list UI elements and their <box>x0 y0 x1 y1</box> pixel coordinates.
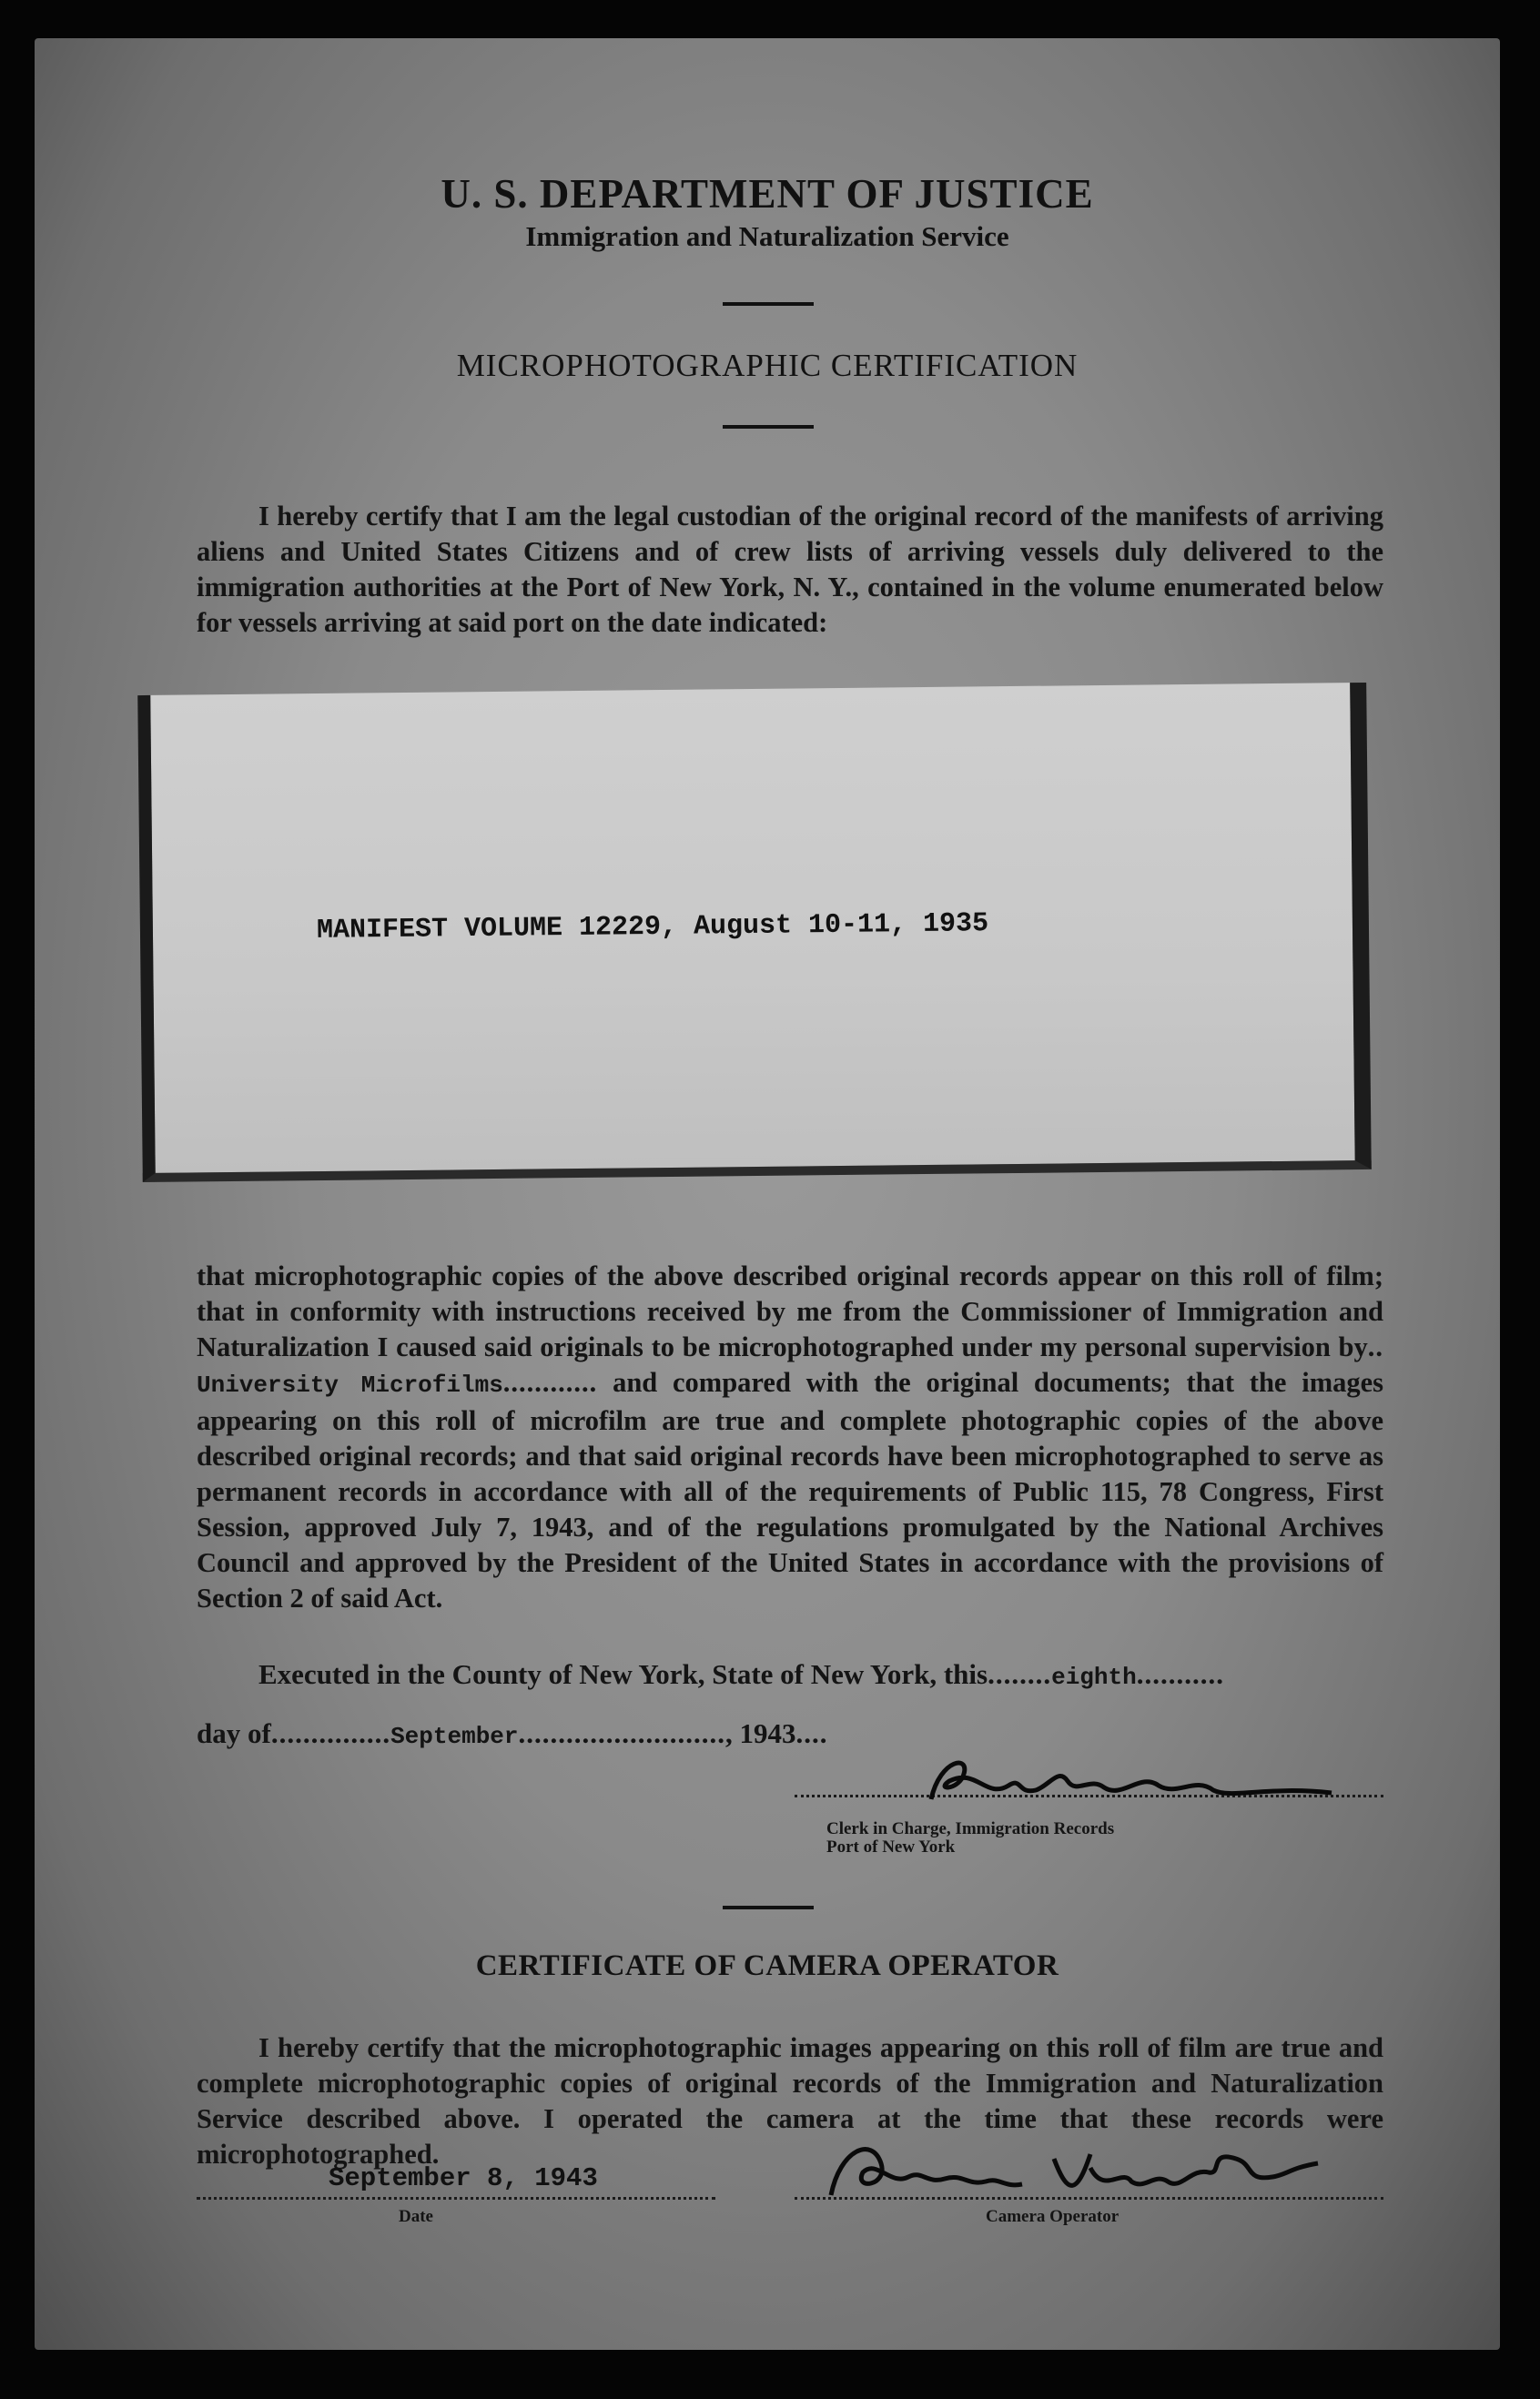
certification-date: September 8, 1943 <box>329 2163 598 2193</box>
execution-month: September <box>390 1723 519 1750</box>
paragraph-text: and compared with the original documents; that the images appearing on this roll of microfilm are true and complete photographic copies of the above described original records; and that said original records have been microphotographed to serve as permanent records in accordance with all of the requirements of Public 115, 78 Congress, First Session, approved July 7, 1943, and of the regulations promulgated by the National Archives Council and approved by the President of the United States in accordance with the provisions of Section 2 of said Act. <box>197 1366 1384 1614</box>
clerk-signature <box>922 1749 1341 1813</box>
execution-day: eighth <box>1051 1664 1137 1691</box>
paragraph-text: that microphotographic copies of the above described original records appear on this roll of film; that in conformity with instructions received by me from the Commissioner of Immigration and Naturalization I caused said originals to be microphotographed under my personal supervision by <box>197 1260 1383 1362</box>
custodian-paragraph: I hereby certify that I am the legal custodian of the original record of the manifests of arriving aliens and United States Citizens and of crew lists of arriving vessels duly delivered to the immigration authorities at the Port of New York, N. Y., contained in the volume enumerated below for vessels arriving at said port on the date indicated: <box>197 500 1383 638</box>
certification-title: MICROPHOTOGRAPHIC CERTIFICATION <box>456 348 1079 383</box>
execution-year: 1943 <box>739 1717 796 1749</box>
day-of-label: day of <box>197 1717 271 1749</box>
divider <box>723 425 814 429</box>
execution-line: Executed in the County of New York, State of New York, this........eighth........... <box>258 1658 1224 1691</box>
manifest-volume-label: MANIFEST VOLUME 12229, August 10-11, 1935 <box>316 908 989 946</box>
execution-text: Executed in the County of New York, State of New York, this <box>258 1658 988 1690</box>
department-heading: U. S. DEPARTMENT OF JUSTICE <box>441 171 1094 217</box>
service-subheading: Immigration and Naturalization Service <box>525 220 1009 252</box>
date-line <box>197 2197 715 2200</box>
date-label: Date <box>399 2207 433 2226</box>
divider <box>723 1906 814 1909</box>
camera-operator-signature <box>817 2131 1327 2204</box>
operator-line <box>795 2197 1383 2200</box>
camera-operator-label: Camera Operator <box>986 2207 1120 2226</box>
camera-operator-title: CERTIFICATE OF CAMERA OPERATOR <box>475 1949 1059 1982</box>
clerk-title: Clerk in Charge, Immigration Records Port of New York <box>826 1819 1115 1857</box>
certificate-page <box>35 38 1500 2350</box>
camera-operator-paragraph: I hereby certify that the microphotographic images appearing on this roll of film are true and complete microphotographic copies of original records of the Immigration and Naturalization Service described above. I operated the camera at the time that these records were microphotographed. <box>197 2031 1383 2170</box>
certification-paragraph: that microphotographic copies of the above described original records appear on this roll of film; that in conformity with instructions received by me from the Commissioner of Immigration and Naturalization I caused said originals to be microphotographed under my personal supervision by.. University Microfilms............ and compared with the original documents; that the images appearing on this roll of microfilm are true and complete photographic copies of the above described original records; and that said original records have been microphotographed to serve as permanent records in accordance with all of the requirements of Public 115, 78 Congress, First Session, approved July 7, 1943, and of the regulations promulgated by the National Archives Council and approved by the President of the United States in accordance with the provisions of Section 2 of said Act. <box>197 1260 1384 1614</box>
day-of-line: day of...............September.........................., 1943.... <box>197 1717 828 1750</box>
supervisor-name: University Microfilms <box>197 1371 503 1399</box>
divider <box>723 302 814 306</box>
